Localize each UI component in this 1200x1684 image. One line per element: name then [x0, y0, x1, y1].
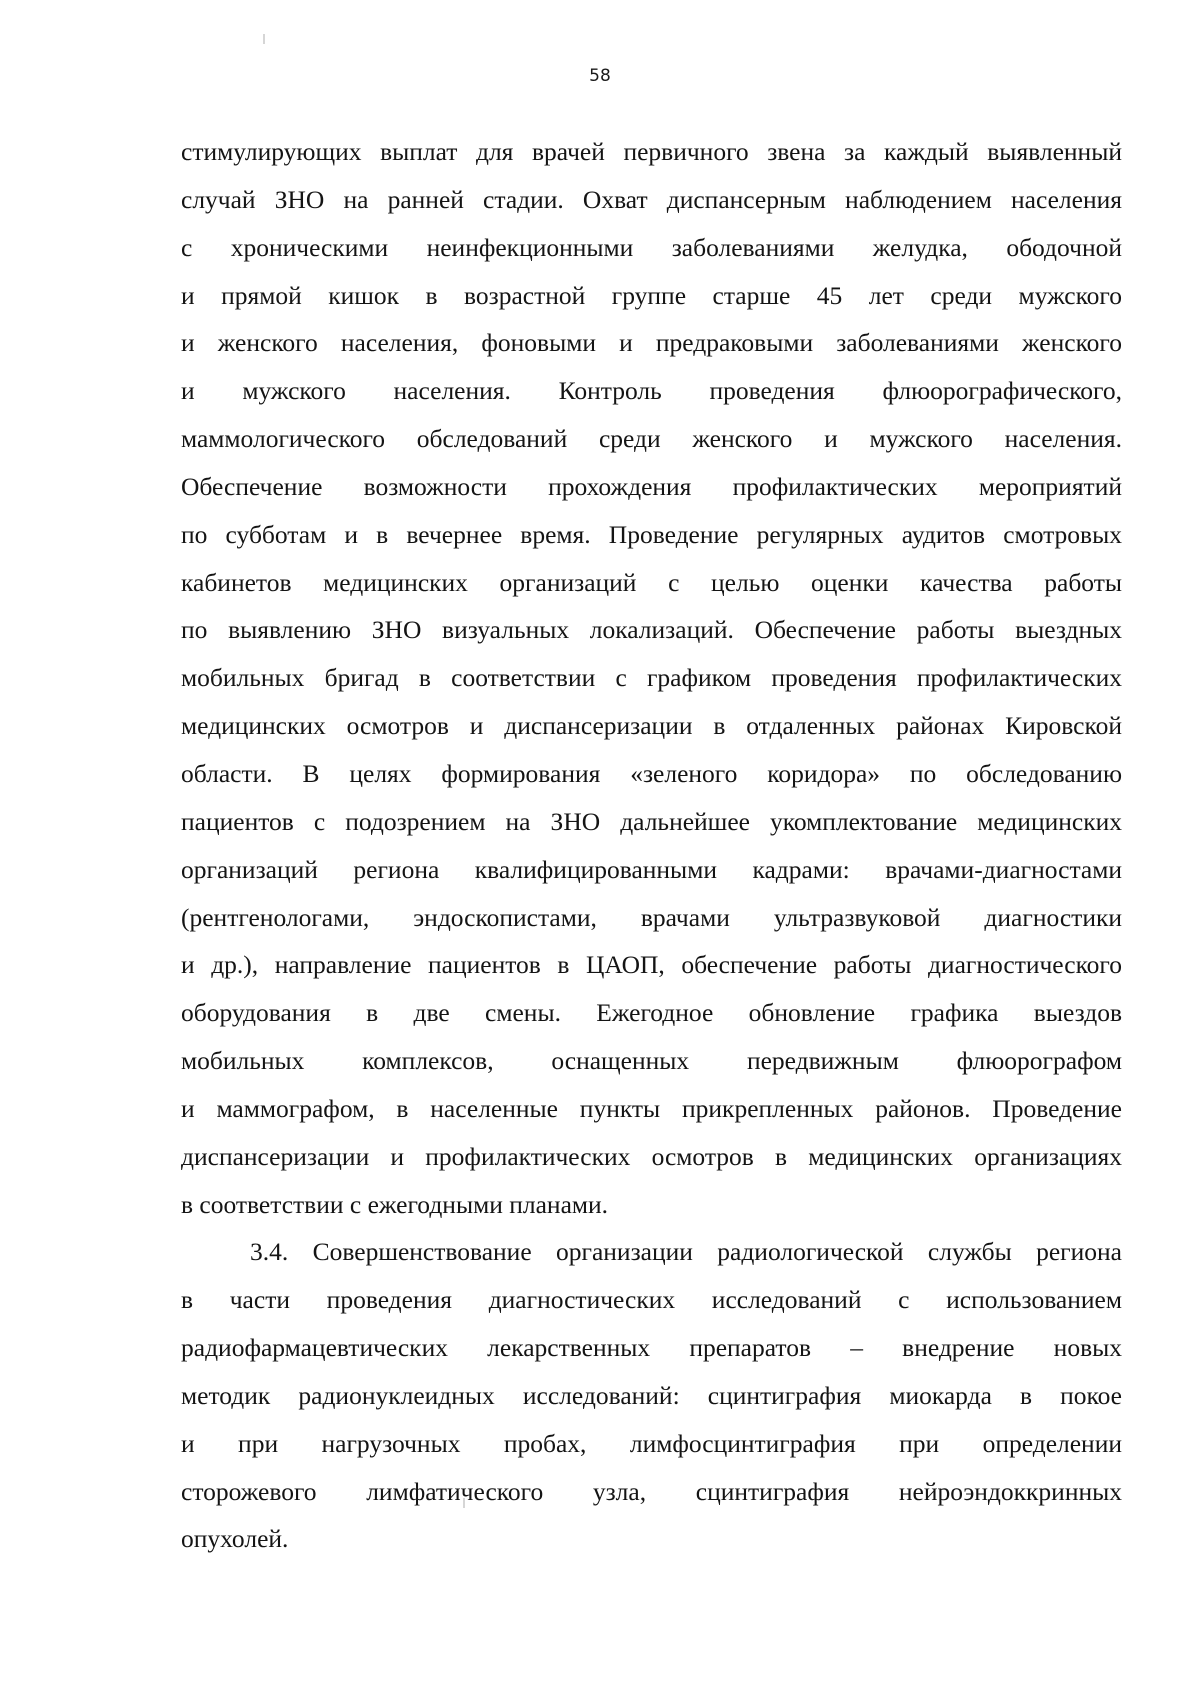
text-line: Обеспечение возможности прохождения профилактических мероприятий [181, 471, 1122, 501]
scan-speck-top [263, 34, 265, 44]
text-line: по субботам и в вечернее время. Проведение регулярных аудитов смотровых [181, 519, 1122, 549]
text-line: медицинских осмотров и диспансеризации в отдаленных районах Кировской [181, 711, 1122, 741]
text-line: оборудования в две смены. Ежегодное обновление графика выездов [181, 998, 1122, 1028]
text-line: методик радионуклеидных исследований: сцинтиграфия миокарда в покое [181, 1380, 1122, 1410]
text-line: стимулирующих выплат для врачей первичного звена за каждый выявленный [181, 137, 1122, 166]
text-line: и при нагрузочных пробах, лимфосцинтиграфия при определении [181, 1428, 1122, 1458]
text-line: и др.), направление пациентов в ЦАОП, обеспечение работы диагностического [181, 950, 1122, 980]
paragraph-1 [181, 128, 1122, 1228]
text-line: в соответствии с ежегодными планами. [181, 1189, 609, 1219]
text-line: кабинетов медицинских организаций с целью оценки качества работы [181, 567, 1122, 597]
text-line: в части проведения диагностических исследований с использованием [181, 1285, 1122, 1315]
paragraph-2 [181, 1228, 1122, 1563]
text-line: и прямой кишок в возрастной группе старше 45 лет среди мужского [181, 280, 1122, 310]
text-line: 3.4. Совершенствование организации радиологической службы региона [250, 1237, 1122, 1267]
text-line: опухолей. [181, 1524, 289, 1554]
text-line: организаций региона квалифицированными кадрами: врачами-диагностами [181, 854, 1122, 884]
text-line: диспансеризации и профилактических осмотров в медицинских организациях [181, 1141, 1122, 1171]
text-line: и маммографом, в населенные пункты прикрепленных районов. Проведение [181, 1093, 1122, 1123]
text-line: и мужского населения. Контроль проведения флюорографического, [181, 376, 1122, 406]
text-line: области. В целях формирования «зеленого коридора» по обследованию [181, 758, 1122, 788]
page-number: 58 [589, 66, 611, 86]
text-line: по выявлению ЗНО визуальных локализаций. Обеспечение работы выездных [181, 615, 1122, 645]
text-line: мобильных комплексов, оснащенных передвижным флюорографом [181, 1046, 1122, 1076]
text-line: (рентгенологами, эндоскопистами, врачами ультразвуковой диагностики [181, 902, 1122, 932]
text-line: и женского населения, фоновыми и предраковыми заболеваниями женского [181, 328, 1122, 358]
text-line: пациентов с подозрением на ЗНО дальнейшее укомплектование медицинских [181, 806, 1122, 836]
text-line: маммологического обследований среди женского и мужского населения. [181, 424, 1122, 454]
body-text [181, 128, 1122, 1563]
text-line: с хроническими неинфекционными заболеваниями желудка, ободочной [181, 232, 1122, 262]
text-line: случай ЗНО на ранней стадии. Охват диспансерным наблюдением населения [181, 184, 1122, 214]
text-line: радиофармацевтических лекарственных препаратов – внедрение новых [181, 1333, 1122, 1363]
text-line: сторожевого лимфатического узла, сцинтиграфия нейроэндоккринных [181, 1476, 1122, 1506]
text-line: мобильных бригад в соответствии с графиком проведения профилактических [181, 663, 1122, 693]
